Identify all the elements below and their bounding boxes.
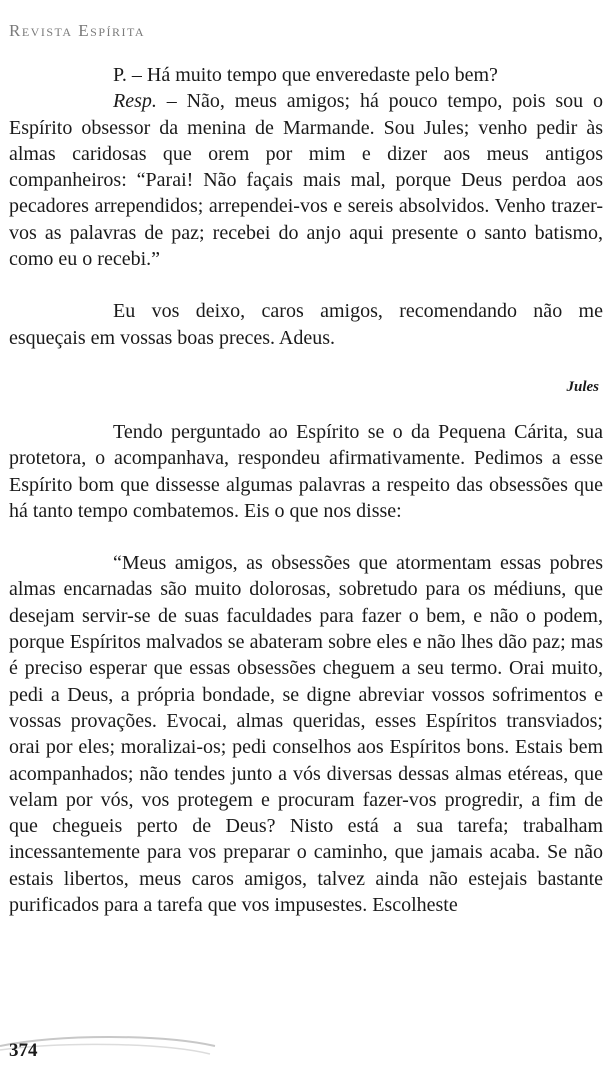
paragraph-spacer: [9, 351, 603, 377]
running-head: Revista Espírita: [9, 21, 146, 40]
answer-text: – Não, meus amigos; há pouco tempo, pois sou o Espírito obsessor da menina de Marmande. Sou Jules; venho pedir às almas caridosas que orem por mim e dizer aos meus antigos companheiros: “Parai! Não façais mais mal, porque Deus perdoa aos pecadores arrependidos; arrependei-vos e sereis absolvidos. Venho trazer-vos as palavras de paz; recebei do anjo aqui presente o santo batismo, como eu o recebi.”: [9, 90, 603, 271]
question-paragraph: P. – Há muito tempo que enveredaste pelo bem?: [113, 64, 498, 86]
paragraph-spacer: [9, 397, 603, 419]
page-body: [9, 62, 603, 918]
footer-ornament-swoosh: [0, 1032, 260, 1062]
farewell-paragraph: Eu vos deixo, caros amigos, recomendando não me esqueçais em vossas boas preces. Adeus.: [9, 300, 603, 349]
paragraph-spacer: [9, 524, 603, 550]
answer-label: Resp.: [113, 90, 157, 113]
page-number: 374: [9, 1040, 38, 1061]
answer-paragraph: [9, 88, 603, 272]
signature: Jules: [566, 378, 599, 395]
intro-paragraph: Tendo perguntado ao Espírito se o da Pequena Cárita, sua protetora, o acompanhava, respondeu afirmativamente. Pedimos a esse Espírito bom que dissesse algumas palavras a respeito das obsessões que há tanto tempo combatemos. Eis o que nos disse:: [9, 420, 603, 522]
message-paragraph: “Meus amigos, as obsessões que atormentam essas pobres almas encarnadas são muito dolorosas, sobretudo para os médiuns, que desejam servir-se de suas faculdades para fazer o bem, e não o podem, porque Espíritos malvados se abateram sobre eles e não lhes dão paz; mas é preciso esperar que essas obsessões cheguem a seu termo. Orai muito, pedi a Deus, a própria bondade, se digne abreviar vossos sofrimentos e vossas provações. Evocai, almas queridas, esses Espíritos transviados; orai por eles; moralizai-os; pedi conselhos aos Espíritos bons. Estais bem acompanhados; não tendes junto a vós diversas dessas almas etéreas, que velam por vós, vos protegem e procuram fazer-vos progredir, a fim de que chegueis perto de Deus? Nisto está a sua tarefa; trabalham incessantemente para vos preparar o caminho, que jamais acaba. Se não estais libertos, meus caros amigos, talvez ainda não estejais bastante purificados para a tarefa que vos impusestes. Escolheste: [9, 552, 603, 917]
paragraph-spacer: [9, 272, 603, 298]
